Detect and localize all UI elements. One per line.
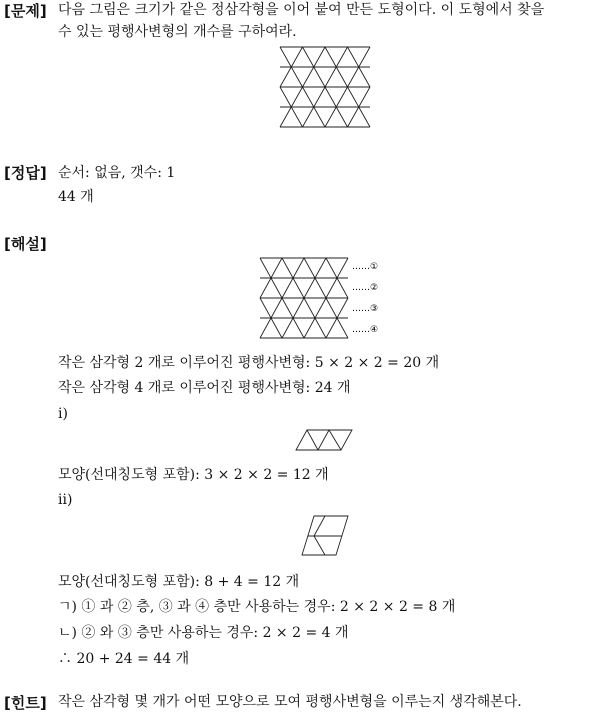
row-marker-1: ……①	[352, 262, 379, 272]
answer-line-1: 순서: 없음, 갯수: 1	[58, 165, 176, 181]
problem-text-line-2: 수 있는 평행사변형의 개수를 구하여라.	[58, 24, 297, 40]
row-marker-3: ……③	[352, 304, 379, 314]
solution-case-i: i)	[58, 406, 68, 422]
answer-line-2: 44 개	[58, 189, 94, 205]
solution-line-3: 모양(선대칭도형 포함): 3 × 2 × 2 = 12 개	[58, 467, 329, 483]
solution-line-2: 작은 삼각형 4 개로 이루어진 평행사변형: 24 개	[58, 380, 351, 396]
row-marker-2: ……②	[352, 283, 379, 293]
solution-label: [해설]	[4, 235, 47, 253]
solution-line-6: ㄴ) ② 와 ③ 층만 사용하는 경우: 2 × 2 = 4 개	[58, 625, 349, 641]
problem-text-line-1: 다음 그림은 크기가 같은 정삼각형을 이어 붙여 만든 도형이다. 이 도형에서 찾을	[58, 2, 545, 18]
hint-label: [힌트]	[4, 694, 47, 712]
hint-text: 작은 삼각형 몇 개가 어떤 모양으로 모여 평행사변형을 이루는지 생각해본다.	[58, 694, 522, 710]
solution-case-ii: ii)	[58, 492, 73, 508]
solution-conclusion: ∴ 20 + 24 = 44 개	[58, 651, 190, 667]
solution-line-5: ㄱ) ① 과 ② 층, ③ 과 ④ 층만 사용하는 경우: 2 × 2 × 2 = 8 개	[58, 599, 456, 615]
row-marker-4: ……④	[352, 325, 379, 335]
answer-label: [정답]	[4, 164, 47, 182]
solution-line-1: 작은 삼각형 2 개로 이루어진 평행사변형: 5 × 2 × 2 = 20 개	[58, 355, 440, 371]
problem-label: [문제]	[4, 2, 47, 20]
solution-line-4: 모양(선대칭도형 포함): 8 + 4 = 12 개	[58, 574, 300, 590]
